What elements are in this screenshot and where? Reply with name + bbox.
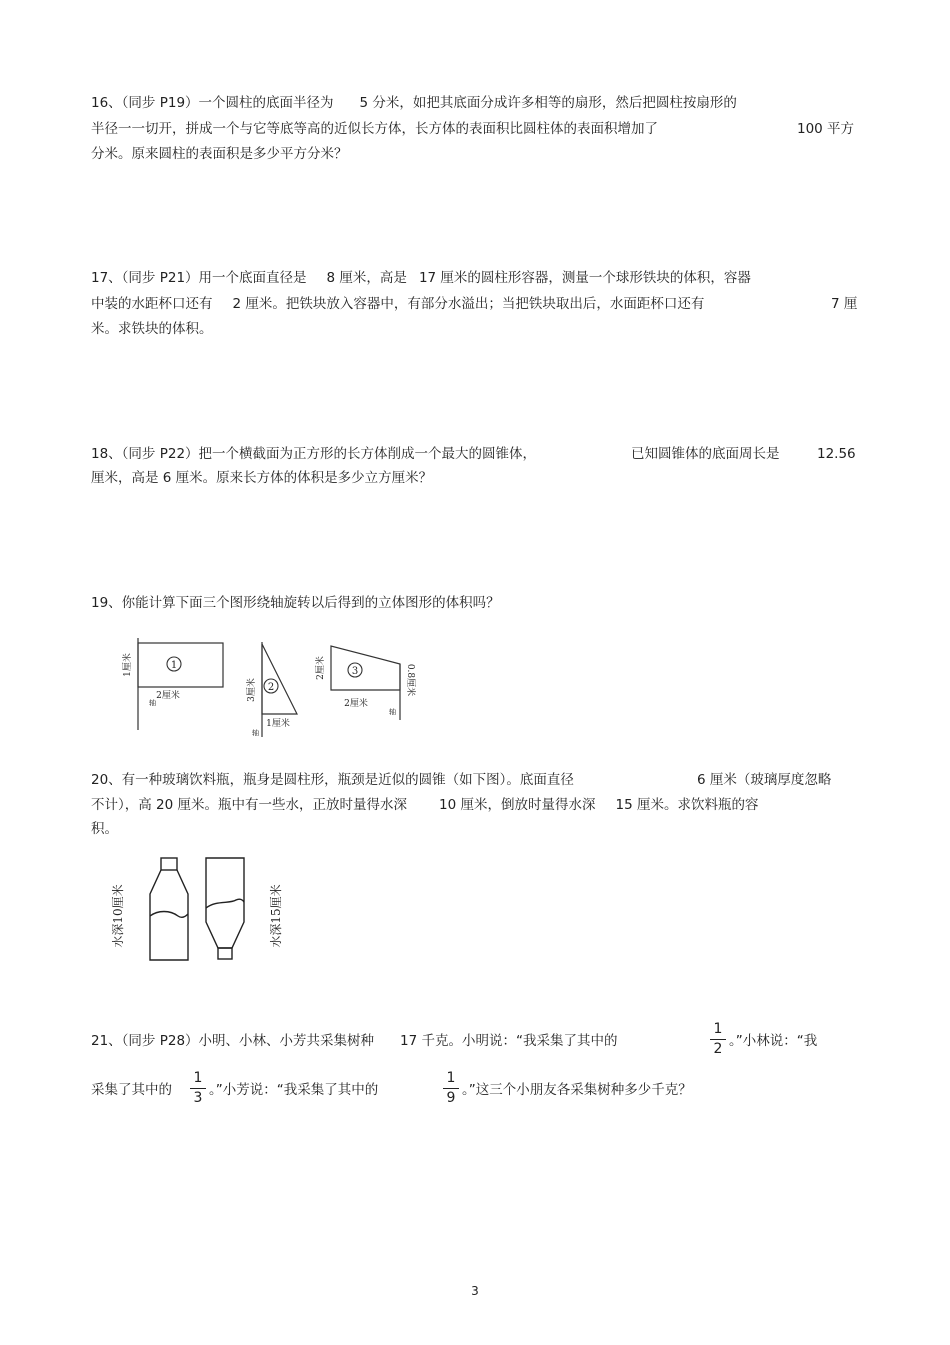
figure-2-triangle [245, 642, 297, 737]
figure-2-number: 2 [267, 682, 275, 693]
q21-text: 。”这三个小朋友各采集树种多少千克？ [462, 1082, 692, 1098]
fraction-bar [710, 1039, 726, 1040]
bottle-inverted-label: 水深15厘米 [269, 884, 283, 948]
figure-2-axis-label: 轴 [252, 729, 259, 737]
figure-1-bottom-label: 2厘米 [156, 691, 180, 701]
q16-text: 半径一一切开，拼成一个与它等底等高的近似长方体，长方体的表面积比圆柱体的表面积增加了 [91, 121, 658, 137]
fraction-denominator: 2 [713, 1041, 723, 1057]
q17-line1 [91, 269, 751, 287]
q21-text: 。”小林说：“我 [729, 1033, 818, 1049]
fraction-numerator: 1 [446, 1070, 456, 1086]
q17-text: 米。求铁块的体积。 [91, 321, 213, 337]
figure-2-side-label: 3厘米 [247, 678, 257, 702]
q20-line2 [91, 796, 758, 814]
q17-text: 7 厘 [831, 296, 858, 312]
q21-line1 [91, 1032, 618, 1050]
figure-3-number: 3 [351, 666, 359, 677]
q21-text: 17 千克。小明说：“我采集了其中的 [400, 1033, 618, 1049]
q20-text: 10 厘米，倒放时量得水深 [439, 797, 596, 813]
fraction-bar [190, 1088, 206, 1089]
figure-1-axis-label: 轴 [149, 699, 156, 707]
fraction-one-half [710, 1021, 726, 1058]
q19-text: 19、你能计算下面三个图形绕轴旋转以后得到的立体图形的体积吗？ [91, 595, 500, 611]
q20-text: 20、有一种玻璃饮料瓶，瓶身是圆柱形，瓶颈是近似的圆锥（如下图）。底面直径 [91, 772, 574, 788]
figure-1-side-label: 1厘米 [123, 653, 133, 677]
q21-text: 21、（同步 P28）小明、小林、小芳共采集树种 [91, 1033, 375, 1049]
q20-line1 [91, 771, 574, 789]
fraction-one-third [190, 1070, 206, 1107]
q19-line1 [91, 594, 500, 612]
figure-2-bottom-label: 1厘米 [266, 719, 290, 729]
q17-text: 17 厘米的圆柱形容器，测量一个球形铁块的体积，容器 [418, 270, 751, 286]
q21-line1-end [729, 1032, 817, 1050]
q18-text: 已知圆锥体的底面周长是 [631, 446, 780, 462]
figure-1-number: 1 [170, 660, 178, 671]
q17-line2-end [831, 295, 857, 313]
fraction-bar [443, 1088, 459, 1089]
figure-1-rectangle [121, 638, 223, 730]
figure-3-trapezoid [314, 646, 417, 720]
q18-text: 厘米，高是 6 厘米。原来长方体的体积是多少立方厘米？ [91, 470, 433, 486]
bottle-inverted [206, 858, 244, 959]
q21-line2-mid [209, 1081, 378, 1099]
q21-text: 。”小芳说：“我采集了其中的 [209, 1082, 379, 1098]
q18-line1 [91, 445, 536, 463]
q17-text: 8 厘米，高是 [326, 270, 407, 286]
q16-text: 16、（同步 P19）一个圆柱的底面半径为 [91, 95, 334, 111]
q16-text: 5 分米，如把其底面分成许多相等的扇形，然后把圆柱按扇形的 [359, 95, 737, 111]
q18-line2 [91, 469, 432, 487]
q16-line2 [91, 120, 658, 138]
q16-line2-end [797, 120, 854, 138]
q21-line2 [91, 1081, 172, 1099]
q20-bottle-figures [106, 850, 306, 970]
q21-line2-end [462, 1081, 692, 1099]
fraction-denominator: 9 [446, 1090, 456, 1106]
q17-text: 2 厘米。把铁块放入容器中，有部分水溢出；当把铁块取出后，水面距杯口还有 [232, 296, 705, 312]
q18-text: 18、（同步 P22）把一个横截面为正方形的长方体削成一个最大的圆锥体， [91, 446, 537, 462]
q21-text: 采集了其中的 [91, 1082, 172, 1098]
figure-3-left-label: 2厘米 [316, 656, 326, 680]
q18-line1-mid [631, 445, 780, 463]
figure-3-bottom-label: 2厘米 [344, 699, 368, 709]
q18-line1-end [817, 445, 856, 463]
q16-text: 分米。原来圆柱的表面积是多少平方分米？ [91, 146, 348, 162]
q20-text: 6 厘米（玻璃厚度忽略 [697, 772, 832, 788]
q17-line3 [91, 320, 213, 338]
q17-line2 [91, 295, 704, 313]
bottle-upright [150, 858, 188, 960]
bottle-upright-label: 水深10厘米 [111, 884, 125, 948]
q16-line3 [91, 145, 348, 163]
figure-3-axis-label: 轴 [389, 708, 396, 716]
figure-3-right-label: 0.8厘米 [405, 663, 415, 697]
q16-line1 [91, 94, 737, 112]
fraction-denominator: 3 [193, 1090, 203, 1106]
q20-text: 积。 [91, 821, 118, 837]
fraction-numerator: 1 [193, 1070, 203, 1086]
q18-text: 12.56 [817, 446, 856, 462]
q20-line3 [91, 820, 118, 838]
fraction-numerator: 1 [713, 1021, 723, 1037]
q17-text: 17、（同步 P21）用一个底面直径是 [91, 270, 307, 286]
q20-text: 不计），高 20 厘米。瓶中有一些水，正放时量得水深 [91, 797, 408, 813]
q20-text: 15 厘米。求饮料瓶的容 [615, 797, 759, 813]
q16-text: 100 平方 [797, 121, 855, 137]
page-number: 3 [471, 1284, 479, 1298]
q17-text: 中装的水距杯口还有 [91, 296, 213, 312]
fraction-one-ninth [443, 1070, 459, 1107]
q19-figures [118, 632, 428, 742]
q20-line1-end [697, 771, 831, 789]
